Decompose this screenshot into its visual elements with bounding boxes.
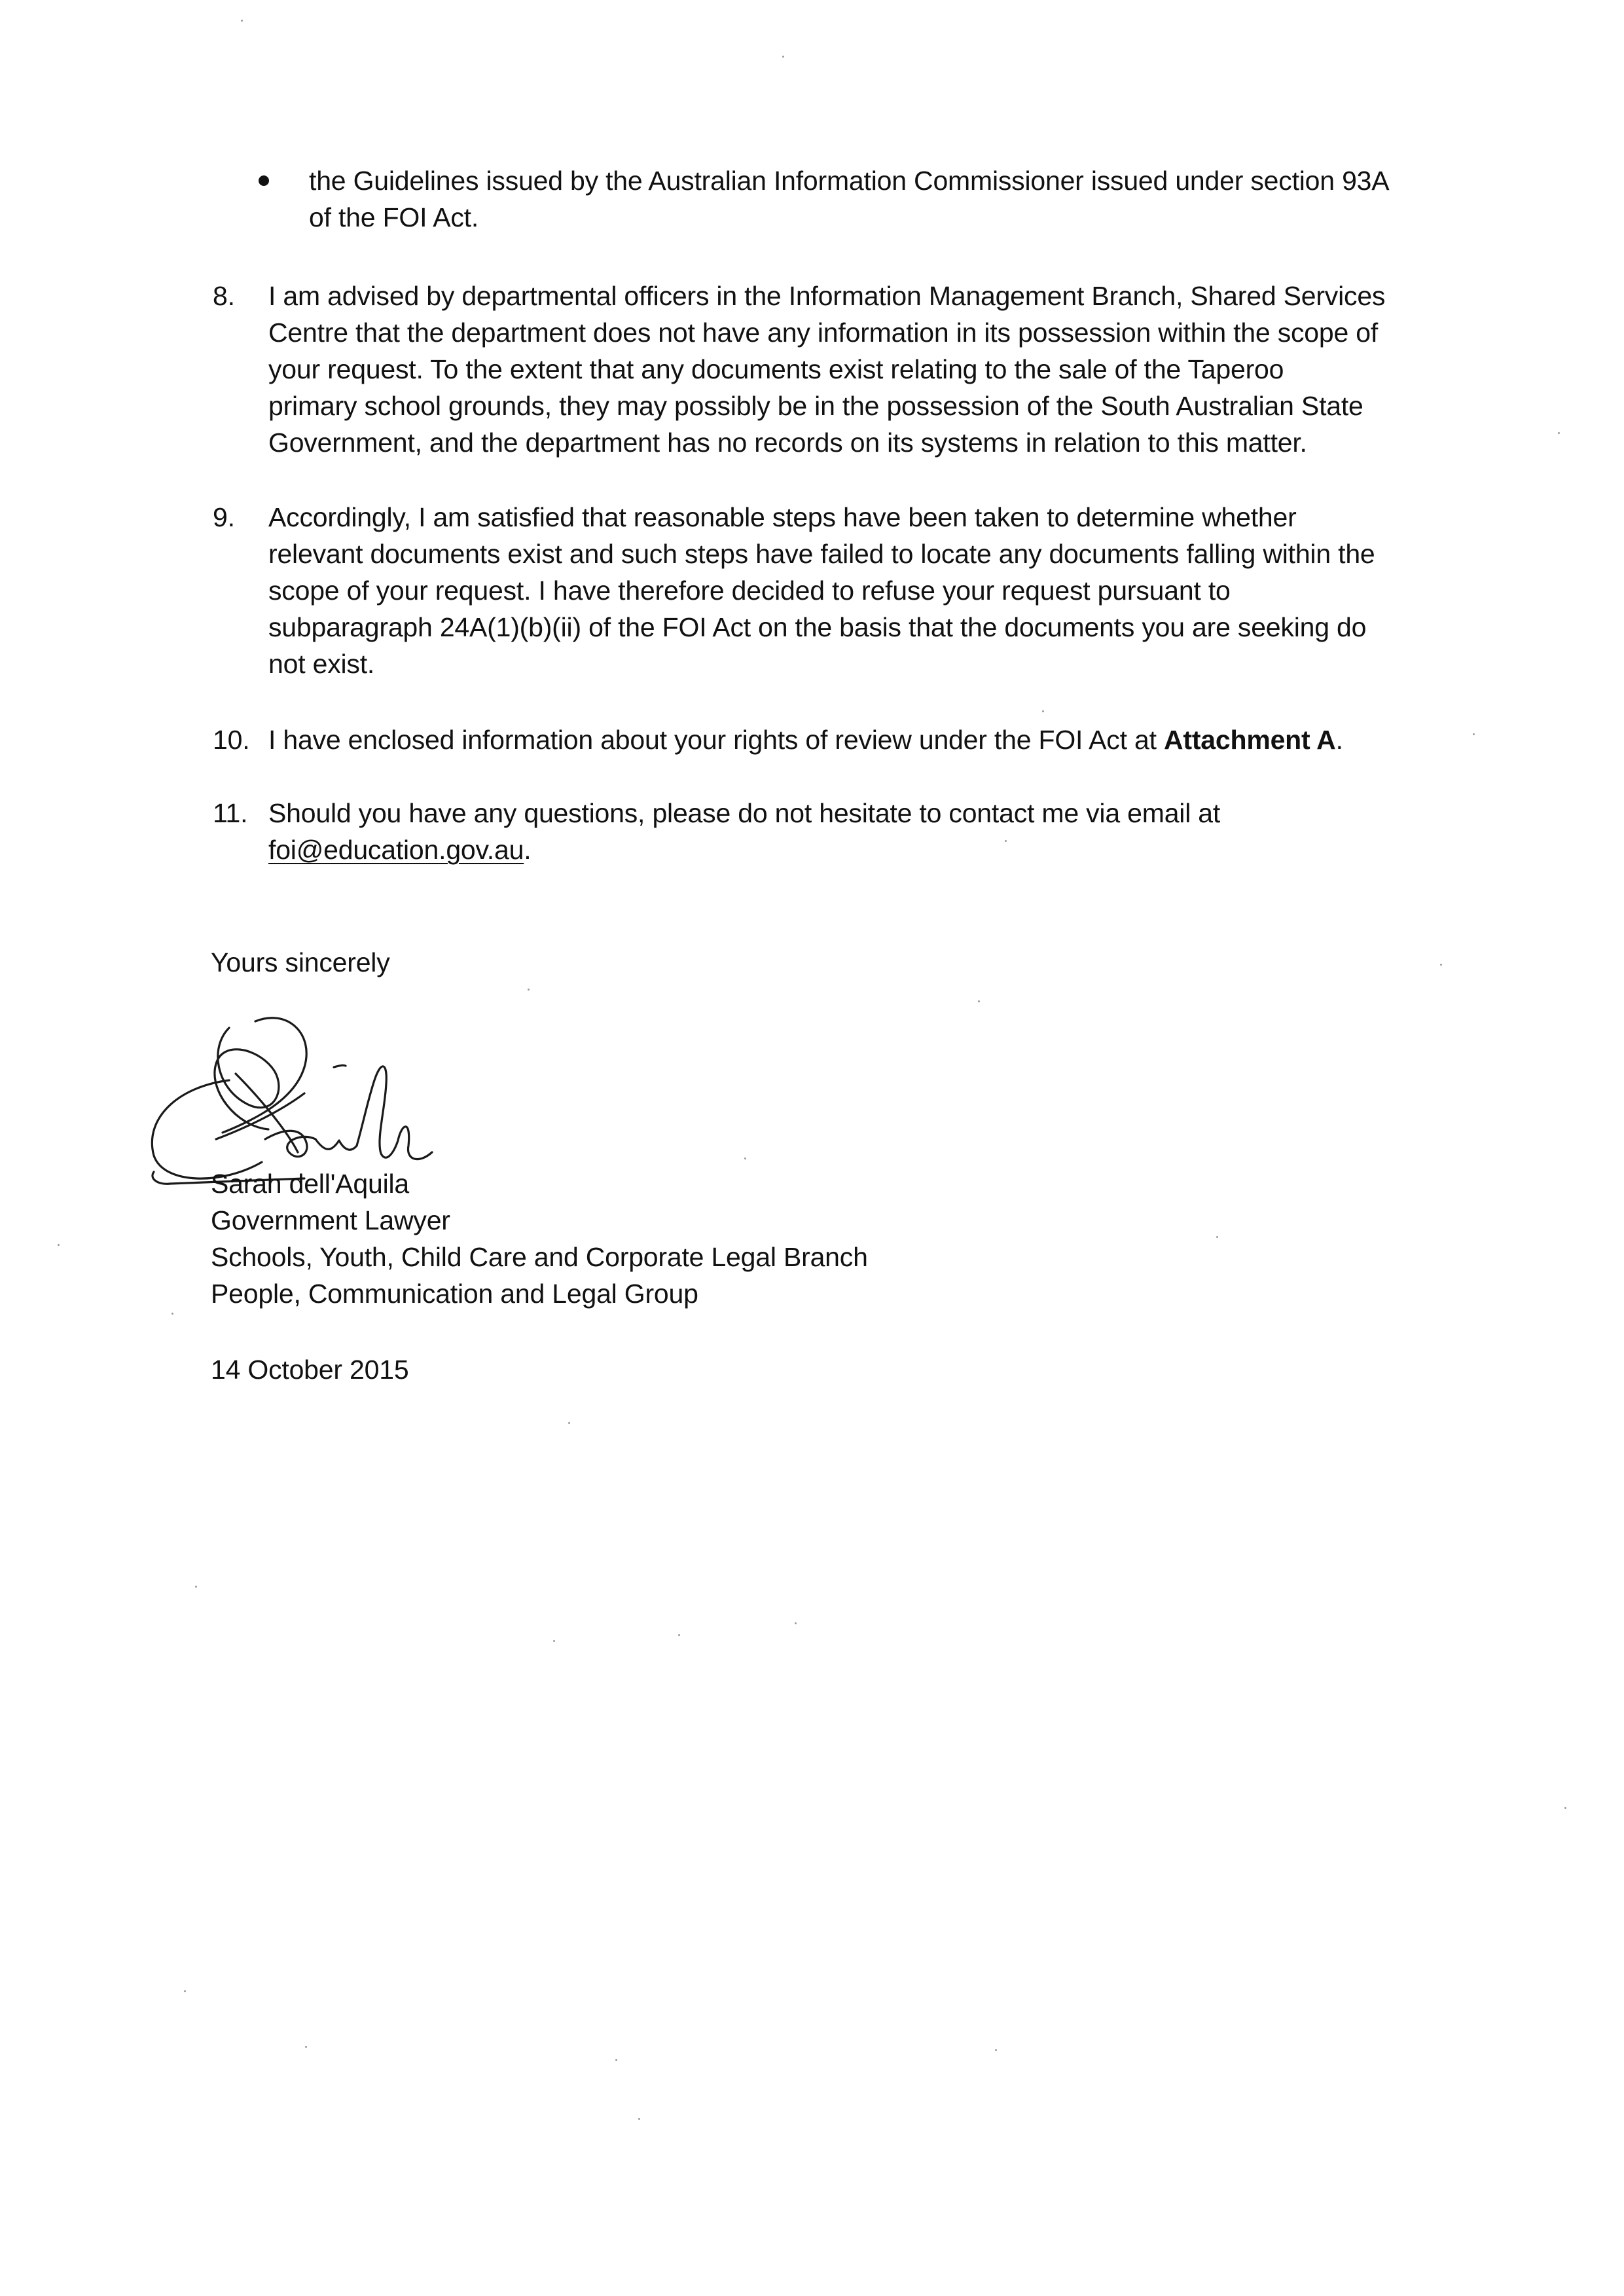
signatory-title: Government Lawyer	[211, 1205, 450, 1235]
paragraph-body	[268, 499, 1453, 682]
bullet-point	[259, 175, 269, 186]
scan-speck	[184, 1990, 186, 1992]
scan-speck	[171, 1313, 173, 1315]
paragraph-number: 11.	[213, 798, 248, 828]
scan-speck	[568, 1422, 570, 1424]
paragraph-line: not exist.	[268, 649, 375, 679]
bullet-line: of the FOI Act.	[309, 202, 479, 232]
paragraph-line: subparagraph 24A(1)(b)(ii) of the FOI Act on the basis that the documents you are seeking do	[268, 612, 1367, 642]
paragraph-line: scope of your request. I have therefore decided to refuse your request pursuant to	[268, 575, 1231, 606]
scan-speck	[638, 2118, 640, 2120]
scan-speck	[1564, 1807, 1566, 1809]
paragraph-number: 8.	[213, 281, 235, 311]
scan-speck	[1042, 710, 1044, 712]
paragraph-line: your request. To the extent that any documents exist relating to the sale of the Taperoo	[268, 354, 1284, 384]
scan-speck	[305, 2046, 307, 2048]
signatory-group: People, Communication and Legal Group	[211, 1279, 698, 1309]
bullet-text	[309, 162, 1435, 236]
scan-speck	[782, 56, 784, 58]
scan-speck	[795, 1622, 797, 1624]
scan-speck	[241, 20, 243, 22]
letter-date: 14 October 2015	[211, 1355, 409, 1385]
scan-speck	[528, 989, 530, 991]
signatory-name: Sarah dell'Aquila	[211, 1169, 410, 1199]
paragraph-line: Should you have any questions, please do not hesitate to contact me via email at	[268, 798, 1221, 828]
paragraph-line	[268, 831, 1453, 868]
paragraph-body	[268, 795, 1453, 868]
paragraph-line: Government, and the department has no records on its systems in relation to this matter.	[268, 428, 1307, 458]
bullet-line: the Guidelines issued by the Australian Information Commissioner issued under section 93A	[309, 166, 1390, 196]
paragraph-line: Accordingly, I am satisfied that reasonable steps have been taken to determine whether	[268, 502, 1297, 532]
signatory-branch: Schools, Youth, Child Care and Corporate Legal Branch	[211, 1242, 868, 1272]
paragraph-line: primary school grounds, they may possibly be in the possession of the South Australian State	[268, 391, 1363, 421]
scan-speck	[1473, 733, 1475, 735]
paragraph-number: 9.	[213, 502, 235, 532]
attachment-reference: Attachment A	[1163, 725, 1336, 755]
scan-speck	[1216, 1236, 1218, 1238]
paragraph-punctuation: .	[1335, 725, 1343, 755]
scan-speck	[1005, 840, 1007, 842]
paragraph-body	[268, 278, 1453, 461]
paragraph-punctuation: .	[524, 835, 532, 865]
paragraph-number: 10.	[213, 725, 250, 755]
paragraph-line: I am advised by departmental officers in the Information Management Branch, Shared Services	[268, 281, 1386, 311]
scan-speck	[195, 1586, 197, 1588]
scan-speck	[995, 2049, 997, 2051]
scan-speck	[615, 2059, 617, 2061]
scan-speck	[553, 1640, 555, 1642]
signature-block	[211, 1165, 1062, 1312]
scan-speck	[744, 1157, 746, 1159]
paragraph-body	[268, 721, 1453, 758]
paragraph-text: I have enclosed information about your rights of review under the FOI Act at	[268, 725, 1164, 755]
scan-speck	[58, 1244, 60, 1246]
scan-speck	[1440, 964, 1442, 966]
email-link[interactable]: foi@education.gov.au	[268, 835, 524, 865]
scan-speck	[678, 1634, 680, 1636]
closing-salutation: Yours sincerely	[211, 947, 390, 977]
scan-speck	[978, 1000, 980, 1002]
paragraph-line: Centre that the department does not have any information in its possession within the scope of	[268, 318, 1379, 348]
scan-speck	[1558, 432, 1560, 434]
paragraph-line: relevant documents exist and such steps have failed to locate any documents falling within the	[268, 539, 1375, 569]
